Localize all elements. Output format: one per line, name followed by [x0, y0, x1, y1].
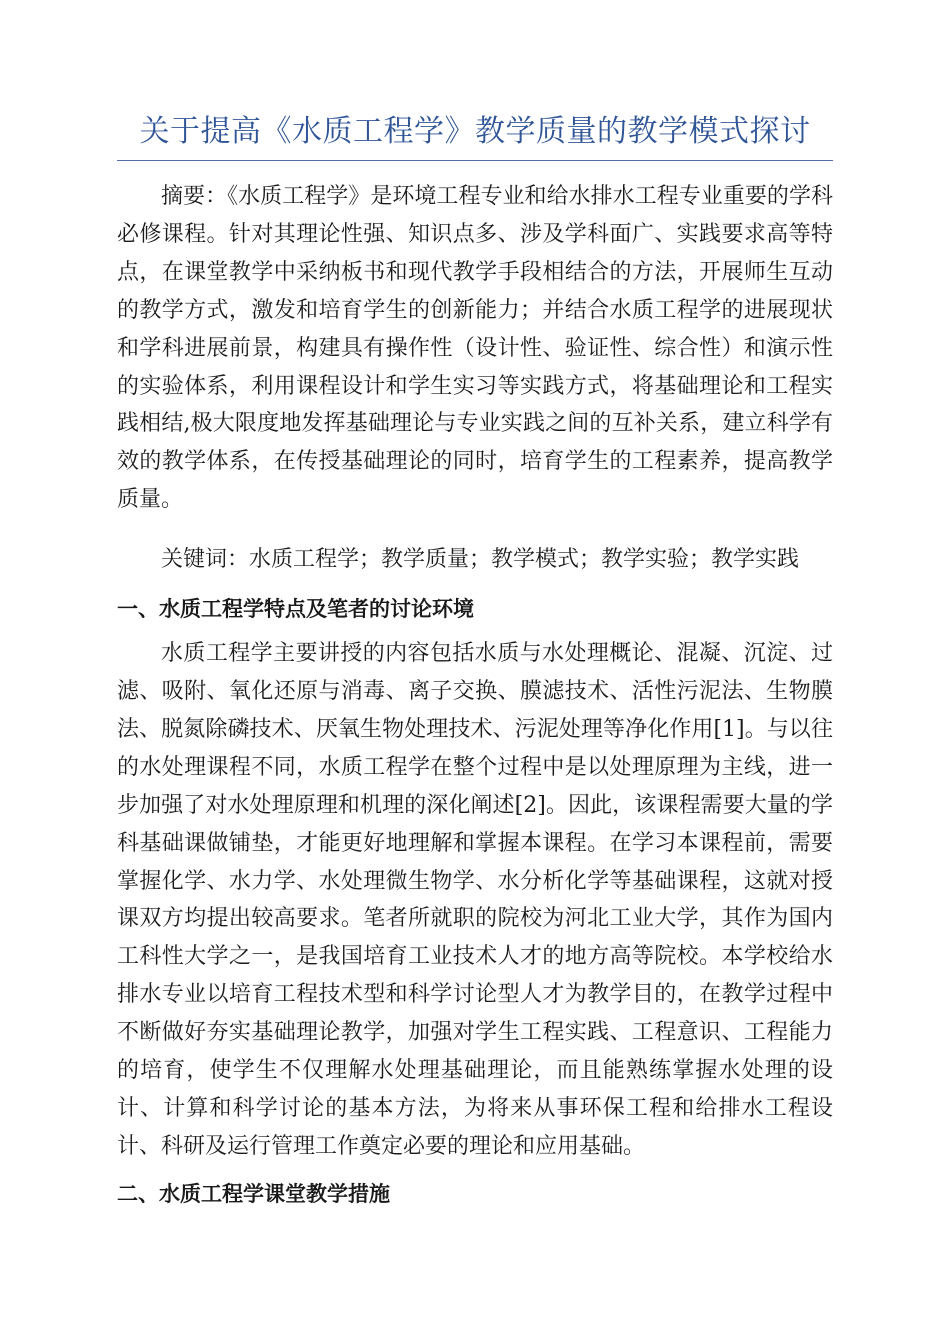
- section-2-heading: 二、水质工程学课堂教学措施: [117, 1181, 390, 1206]
- section-1-heading: 一、水质工程学特点及笔者的讨论环境: [117, 597, 474, 622]
- document-title: 关于提高《水质工程学》教学质量的教学模式探讨: [139, 114, 811, 149]
- title-block: [117, 106, 833, 161]
- section-1-body: 水质工程学主要讲授的内容包括水质与水处理概论、混凝、沉淀、过滤、吸附、氧化还原与消毒、离子交换、膜滤技术、活性污泥法、生物膜法、脱氮除磷技术、厌氧生物处理技术、污泥处理等净化作用[1]。与以往的水处理课程不同，水质工程学在整个过程中是以处理原理为主线，进一步加强了对水处理原理和机理的深化阐述[2]。因此，该课程需要大量的学科基础课做铺垫，才能更好地理解和掌握本课程。在学习本课程前，需要掌握化学、水力学、水处理微生物学、水分析化学等基础课程，这就对授课双方均提出较高要求。笔者所就职的院校为河北工业大学，其作为国内工科性大学之一，是我国培育工业技术人才的地方高等院校。本学校给水排水专业以培育工程技术型和科学讨论型人才为教学目的，在教学过程中不断做好夯实基础理论教学，加强对学生工程实践、工程意识、工程能力的培育，使学生不仅理解水处理基础理论，而且能熟练掌握水处理的设计、计算和科学讨论的基本方法，为将来从事环保工程和给排水工程设计、科研及运行管理工作奠定必要的理论和应用基础。: [117, 641, 833, 1159]
- document-page: [117, 106, 833, 1213]
- abstract-paragraph: 摘要：《水质工程学》是环境工程专业和给水排水工程专业重要的学科必修课程。针对其理论性强、知识点多、涉及学科面广、实践要求高等特点，在课堂教学中采纳板书和现代教学手段相结合的方法，开展师生互动的教学方式，激发和培育学生的创新能力；并结合水质工程学的进展现状和学科进展前景，构建具有操作性（设计性、验证性、综合性）和演示性的实验体系，利用课程设计和学生实习等实践方式，将基础理论和工程实践相结,极大限度地发挥基础理论与专业实践之间的互补关系，建立科学有效的教学体系，在传授基础理论的同时，培育学生的工程素养，提高教学质量。: [117, 184, 833, 513]
- keywords-paragraph: 关键词：水质工程学；教学质量；教学模式；教学实验；教学实践: [161, 547, 800, 573]
